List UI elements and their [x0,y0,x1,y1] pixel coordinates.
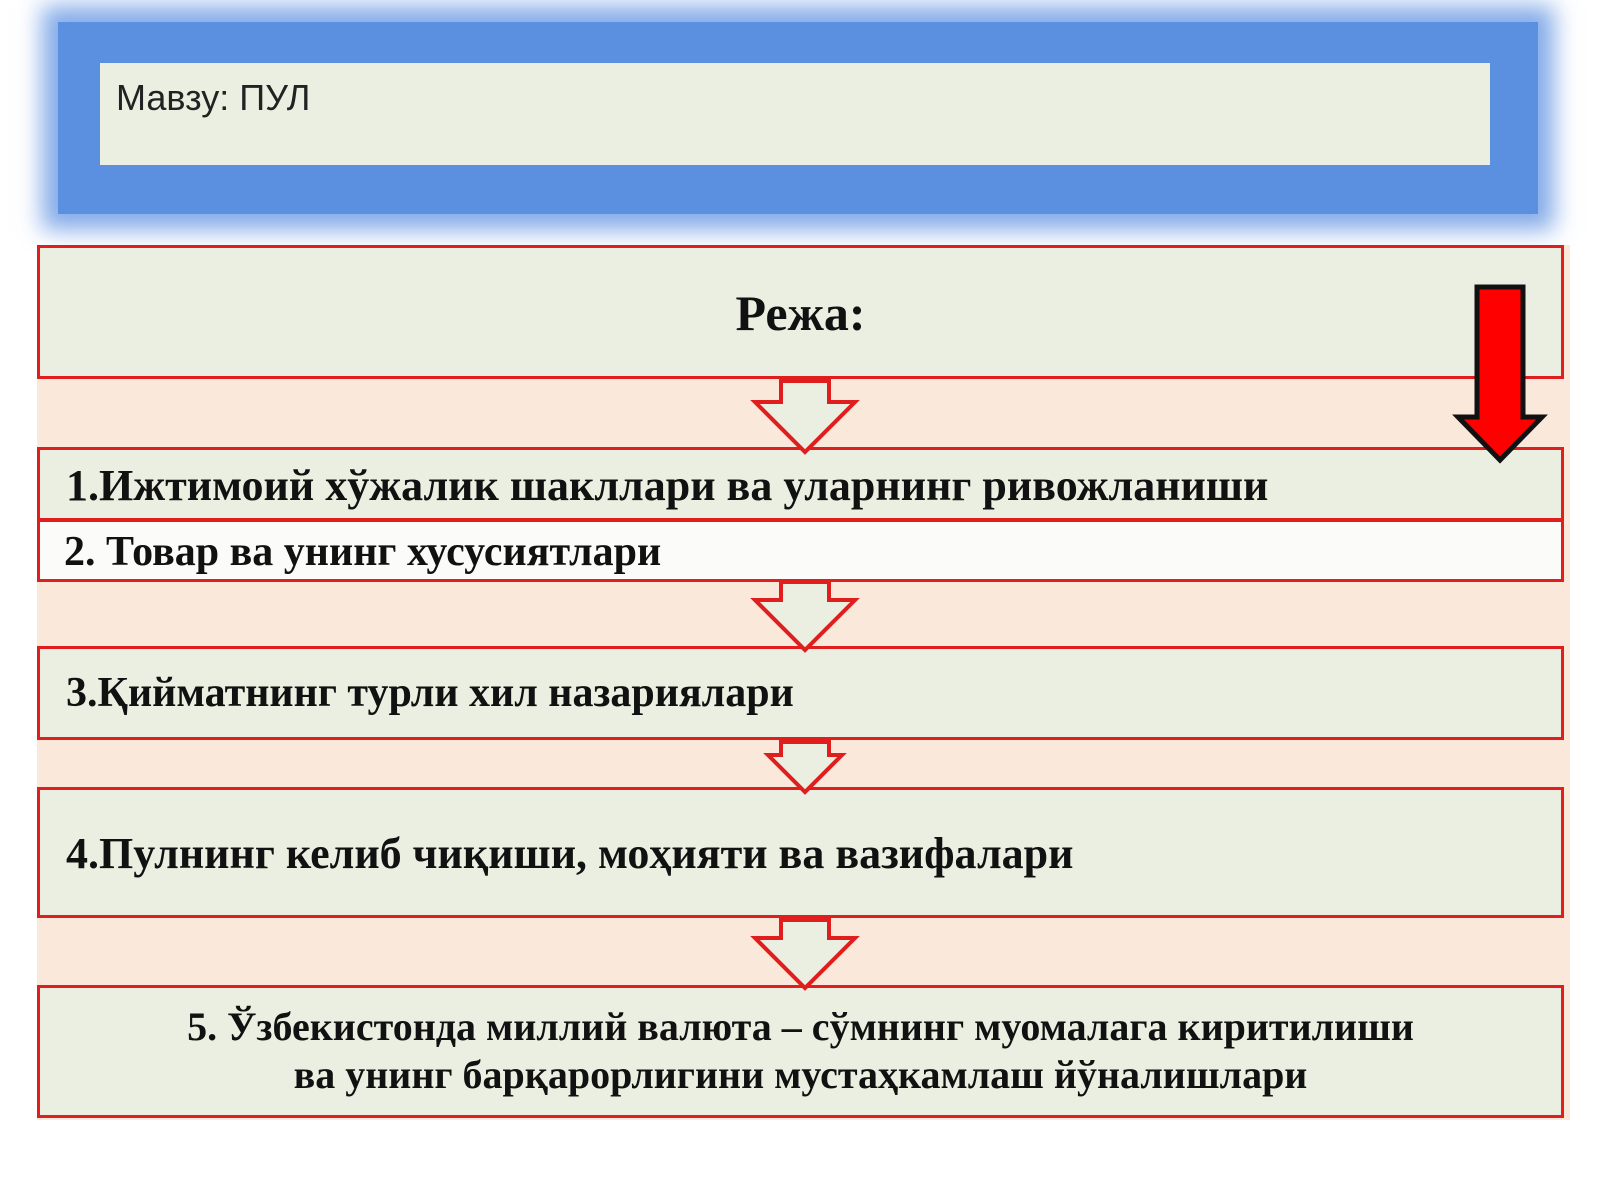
down-arrow-4 [755,920,855,988]
red-down-arrow-icon [1458,287,1542,460]
plan-heading: Режа: [735,285,866,341]
page-title: Мавзу: ПУЛ [116,77,311,118]
plan-item-5-line-2: ва унинг барқарорлигини мустаҳкамлаш йўналишлари [293,1052,1308,1097]
plan-item-1-text: 1.Ижтимоий хўжалик шакллари ва уларнинг ривожланиши [66,461,1269,510]
plan-item-4-text: 4.Пулнинг келиб чиқиши, моҳияти ва вазифалари [66,829,1074,878]
down-arrow-3 [768,742,842,792]
plan-item-5-line-1: 5. Ўзбекистонда миллий валюта – сўмнинг муомалага киритилиши [187,1004,1414,1049]
plan-item-3-text: 3.Қийматнинг турли хил назариялари [66,670,794,716]
down-arrow-1 [755,381,855,452]
plan-item-2-text: 2. Товар ва унинг хусусиятлари [64,529,662,575]
down-arrow-2 [755,582,855,650]
